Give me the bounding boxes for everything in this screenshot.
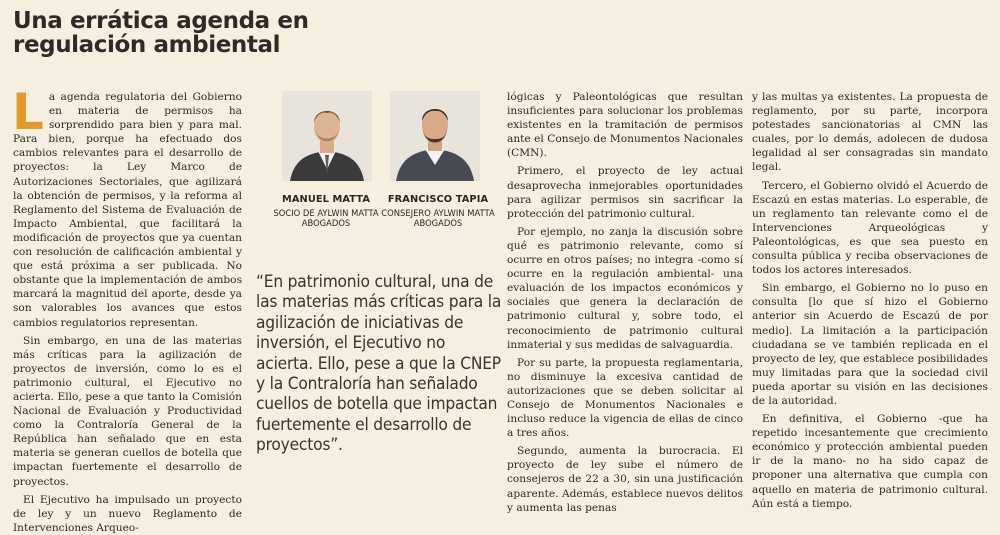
paragraph: lógicas y Paleontológicas que resultan insuficientes para solucionar los problemas existentes en la tramitación de permisos ante el Consejo de Monumentos Nacionales (CMN).	[507, 91, 743, 160]
author-name: FRANCISCO TAPIA	[387, 194, 489, 205]
paragraph: Sin embargo, el Gobierno no lo puso en consulta [lo que sí hizo el Gobierno anterior sin Acuerdo de Escazú de por medio]. La limitación a la participación ciudadana se ve también replicada en el proyecto de ley, que establece posibilidades muy limitadas para que la sociedad civil pueda aportar su visión en las decisiones de la autoridad.	[752, 282, 988, 407]
paragraph: a agenda regulatoria del Gobierno en materia de permisos ha sorprendido para bien y para mal. Para bien, porque ha efectuado dos cambios relevantes para el desarrollo de proyectos: la Ley Marco de Autorizaciones Sectoriales, que agilizará la obtención de permisos, y la reforma al Reglamento del Sistema de Evaluación de Impacto Ambiental, que facilitará la modificación de proyectos que ya cuentan con resolución de calificación ambiental y que está próxima a ser publicada. No obstante que la implementación de ambos marcará la magnitud del aporte, desde ya son valorables los avances que estos cambios regulatorios representan.	[13, 91, 242, 329]
author-photo-manuel-matta	[282, 91, 372, 181]
author-role: CONSEJERO AYLWIN MATTA ABOGADOS	[381, 208, 495, 228]
paragraph: Por su parte, la propuesta reglamentaria, no disminuye la excesiva cantidad de autorizaciones que se deben solicitar al Consejo de Monumentos Nacionales e incluso reduce la vigencia de ellas de cinco a tres años.	[507, 356, 743, 440]
paragraph: Sin embargo, en una de las materias más críticas para la agilización de proyectos de inversión, como lo es el patrimonio cultural, el Ejecutivo no acierta. Ello, pese a que tanto la Comisión Nacional de Evaluación y Productividad como la Contraloría General de la República han señalado que en esta materia se generan cuellos de botella que impactan fuertemente el desarrollo de proyectos.	[13, 334, 242, 488]
article-title: Una errática agenda en regulación ambiental	[13, 8, 309, 58]
article-column-1	[12, 83, 242, 535]
paragraph: El Ejecutivo ha impulsado un proyecto de ley y un nuevo Reglamento de Intervenciones Arqueo-	[13, 493, 242, 534]
article-column-2	[507, 90, 743, 515]
author-role: SOCIO DE AYLWIN MATTA ABOGADOS	[273, 208, 379, 228]
paragraph: Segundo, aumenta la burocracia. El proyecto de ley sube el número de consejeros de 22 a 30, sin una justificación aparente. Además, establece nuevos delitos y aumenta las penas	[507, 445, 743, 514]
paragraph: En definitiva, el Gobierno -que ha repetido incesantemente que crecimiento económico y protección ambiental pueden ir de la mano- no ha sido capaz de proponer una alternativa que cumpla con aquello en materia de patrimonio cultural. Aún está a tiempo.	[752, 413, 988, 510]
drop-cap: L	[12, 83, 44, 141]
author-photo-francisco-tapia	[390, 91, 480, 181]
author-name: MANUEL MATTA	[281, 194, 370, 205]
paragraph: Por ejemplo, no zanja la discusión sobre qué es patrimonio relevante, como sí ocurre en otros países; no integra -como sí ocurre en la regulación ambiental- una evaluación de los impactos económicos y sociales que genera la declaración de patrimonio cultural y, sobre todo, el reconocimiento de patrimonio cultural inmaterial y sus medidas de salvaguardia.	[507, 225, 743, 351]
pull-quote: “En patrimonio cultural, una de las materias más críticas para la agilización de iniciativas de inversión, el Ejecutivo no acierta. Ello, pese a que la CNEP y la Contraloría han señalado cuellos de botella que impactan fuertemente el desarrollo de proyectos”.	[256, 272, 502, 456]
paragraph: y las multas ya existentes. La propuesta de reglamento, por su parte, incorpora potestades sancionatorias al CMN las cuales, por lo demás, adolecen de dudosa legalidad al ser consagradas sin mandato legal.	[752, 91, 988, 174]
paragraph: Tercero, el Gobierno olvidó el Acuerdo de Escazú en estas materias. Lo esperable, de un reglamento tan relevante como el de Intervenciones Arqueológicas y Paleontológicas, es que sea puesto en consulta pública y reciba observaciones de todos los actores interesados.	[752, 179, 988, 277]
paragraph: Primero, el proyecto de ley actual desaprovecha inmejorables oportunidades para agilizar permisos sin sacrificar la protección del patrimonio cultural.	[507, 165, 743, 220]
article-column-3	[752, 90, 988, 511]
